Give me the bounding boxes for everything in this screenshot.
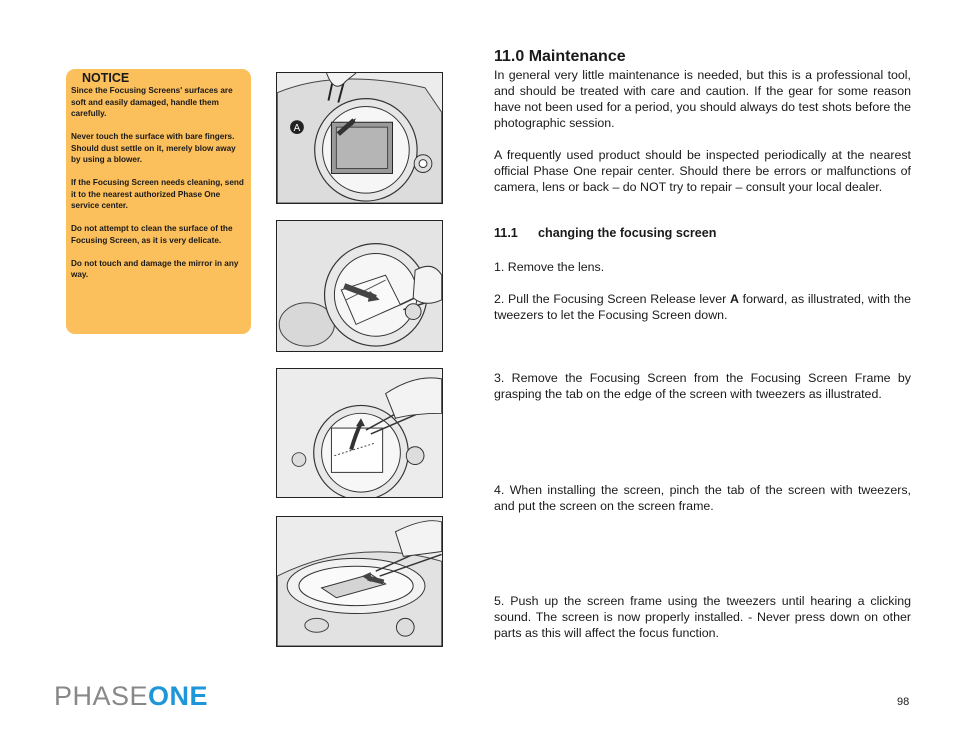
- intro-paragraph: In general very little maintenance is needed, but this is a professional tool, and should be treated with care and caution. If the gear for some reason have not been used for a period, you should always do test shots before the photographic session.: [494, 68, 911, 130]
- notice-paragraph: Do not attempt to clean the surface of the Focusing Screen, as it is very delicate.: [71, 224, 233, 245]
- notice-title: NOTICE: [82, 71, 130, 85]
- logo-one: ONE: [148, 681, 209, 711]
- step-2-lever-label: A: [729, 292, 739, 306]
- notice-paragraph: Since the Focusing Screens' surfaces are soft and easily damaged, handle them carefully.: [71, 86, 233, 118]
- camera-mount-illustration: [277, 517, 442, 646]
- figure-remove-screen: [276, 368, 443, 498]
- logo-phase: PHASE: [54, 681, 149, 711]
- notice-box: [66, 69, 251, 334]
- figure-install-screen: [276, 516, 443, 647]
- phase-one-logo: [54, 681, 208, 712]
- step-2-text: 2. Pull the Focusing Screen Release lever: [494, 292, 730, 306]
- step-4: 4. When installing the screen, pinch the tab of the screen with tweezers, and put the screen on the screen frame.: [494, 483, 911, 513]
- notice-paragraph: Never touch the surface with bare fingers. Should dust settle on it, merely blow away by using a blower.: [71, 132, 236, 164]
- figure-screen-down: [276, 220, 443, 352]
- section-title: 11.0 Maintenance: [494, 48, 626, 65]
- subsection-label: changing the focusing screen: [538, 226, 717, 240]
- camera-mount-illustration: [277, 73, 442, 203]
- notice-paragraph: Do not touch and damage the mirror in any way.: [71, 258, 239, 279]
- subsection-title: [494, 226, 716, 240]
- step-2-text-end: forward, as illustrated, with the tweezers to let the Focusing Screen down.: [494, 292, 911, 322]
- inspection-paragraph: A frequently used product should be inspected periodically at the nearest official Phase One repair center. Should there be errors or malfunctions of camera, lens or back – do NOT try to repair – consult your local dealer.: [494, 148, 911, 194]
- step-2: [494, 291, 911, 323]
- notice-paragraph: If the Focusing Screen needs cleaning, send it to the nearest authorized Phase One service center.: [71, 178, 244, 210]
- step-5: 5. Push up the screen frame using the tweezers until hearing a clicking sound. The screen is now properly installed. - Never press down on other parts as this will affect the focus function.: [494, 594, 911, 640]
- figure-label-a: A: [293, 123, 301, 135]
- step-1: 1. Remove the lens.: [494, 260, 605, 274]
- step-3: 3. Remove the Focusing Screen from the Focusing Screen Frame by grasping the tab on the edge of the screen with tweezers as illustrated.: [494, 371, 911, 401]
- camera-mount-illustration: [277, 221, 442, 351]
- page-number: 98: [897, 696, 910, 708]
- subsection-number: 11.1: [494, 226, 518, 240]
- camera-mount-illustration: [277, 369, 442, 497]
- figure-release-lever: [276, 72, 443, 204]
